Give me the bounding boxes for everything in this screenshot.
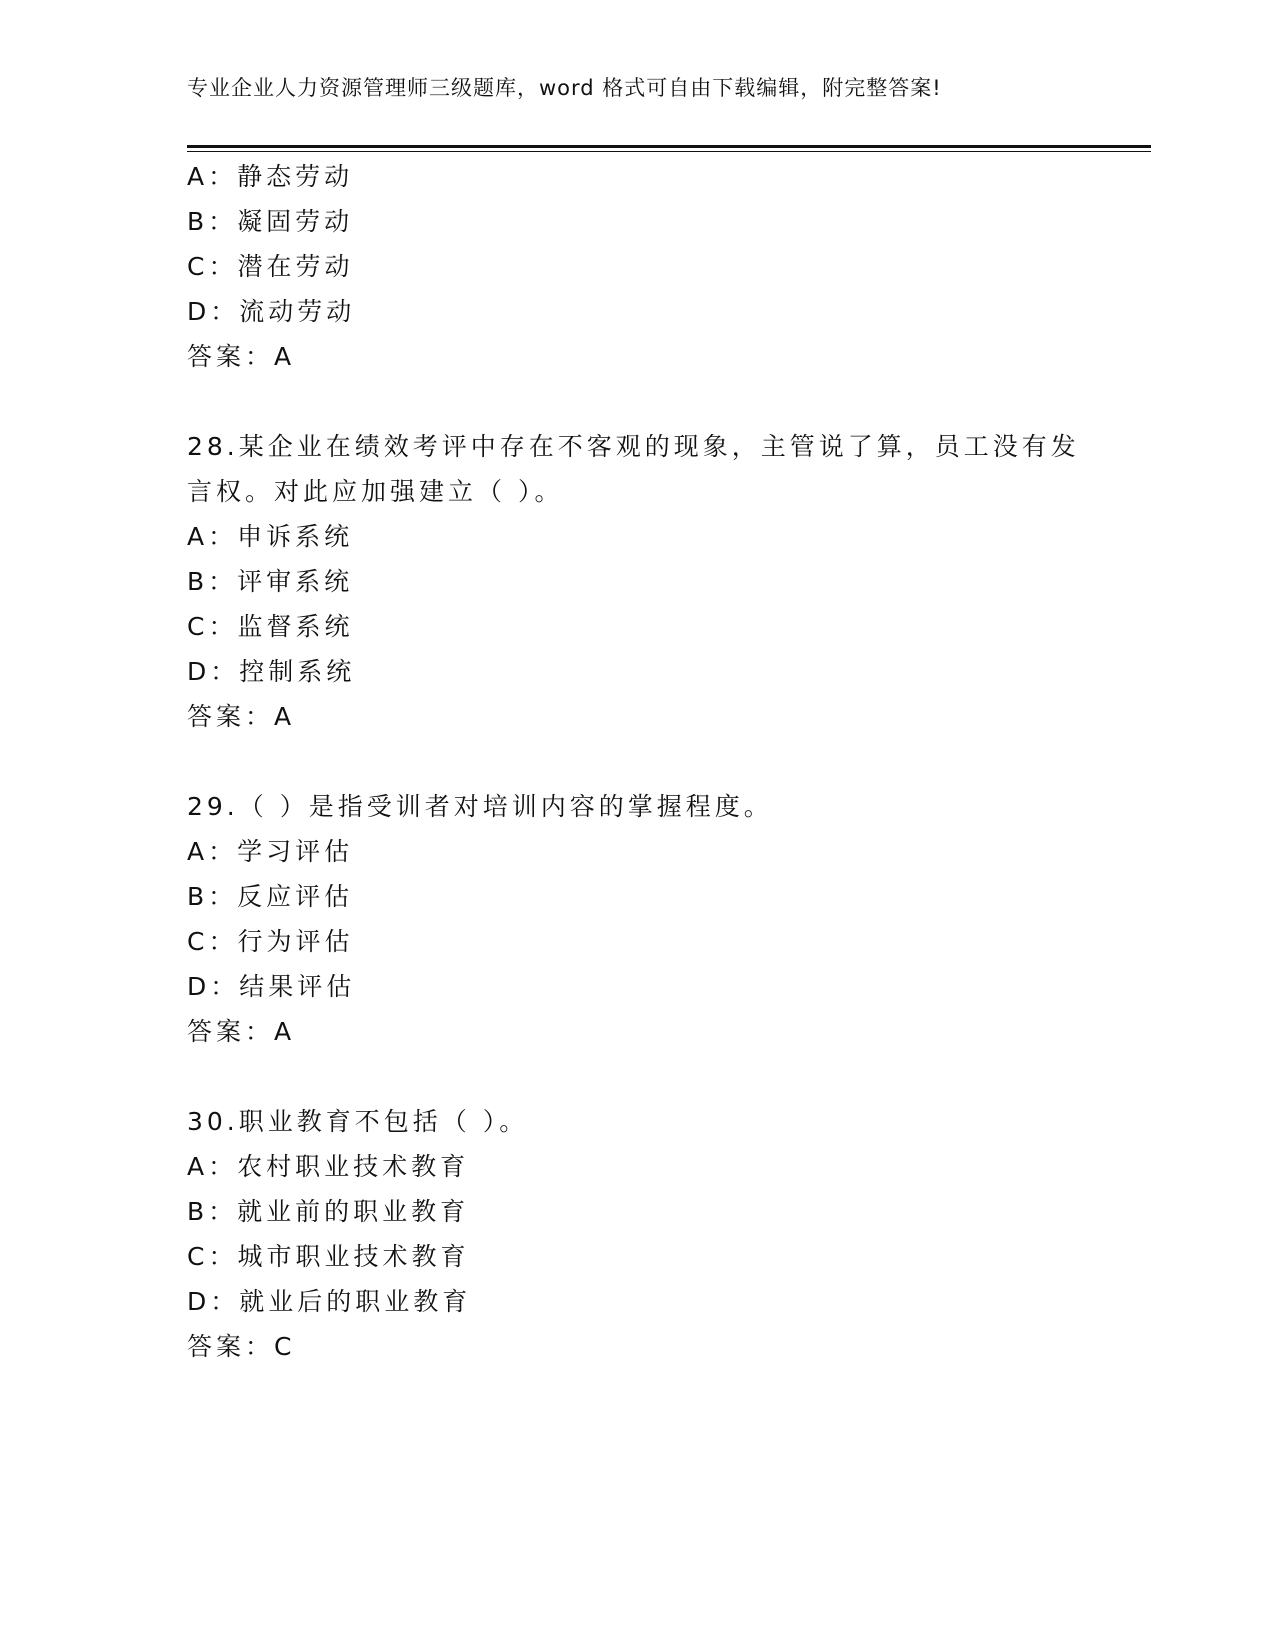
q28-stem-line2: 言权。对此应加强建立（ ）。: [187, 477, 564, 506]
q30-option-c: C：城市职业技术教育: [187, 1242, 470, 1271]
header-rule-thick: [187, 145, 1151, 148]
q28-answer: 答案：A: [187, 702, 296, 731]
q30-option-d: D：就业后的职业教育: [187, 1287, 472, 1316]
q30-option-a: A：农村职业技术教育: [187, 1152, 470, 1181]
q28-option-c: C：监督系统: [187, 612, 354, 641]
q29-answer: 答案：A: [187, 1017, 296, 1046]
q27-option-d: D：流动劳动: [187, 297, 356, 326]
q29-option-a: A：学习评估: [187, 837, 354, 866]
q30-option-b: B：就业前的职业教育: [187, 1197, 470, 1226]
q30-stem: 30.职业教育不包括（ ）。: [187, 1107, 529, 1136]
q28-option-a: A：申诉系统: [187, 522, 354, 551]
header-rule-thin: [187, 151, 1151, 152]
q27-option-b: B：凝固劳动: [187, 207, 354, 236]
q28-option-d: D：控制系统: [187, 657, 356, 686]
q28-option-b: B：评审系统: [187, 567, 354, 596]
page-header: 专业企业人力资源管理师三级题库，word 格式可自由下载编辑，附完整答案!: [187, 76, 942, 100]
q29-option-c: C：行为评估: [187, 927, 354, 956]
q27-option-a: A：静态劳动: [187, 162, 354, 191]
q29-option-b: B：反应评估: [187, 882, 354, 911]
q29-stem: 29.（ ）是指受训者对培训内容的掌握程度。: [187, 792, 773, 821]
q29-option-d: D：结果评估: [187, 972, 356, 1001]
q27-answer: 答案：A: [187, 342, 296, 371]
q30-answer: 答案：C: [187, 1332, 296, 1361]
q28-stem-line1: 28.某企业在绩效考评中存在不客观的现象，主管说了算，员工没有发: [187, 432, 1080, 461]
q27-option-c: C：潜在劳动: [187, 252, 354, 281]
